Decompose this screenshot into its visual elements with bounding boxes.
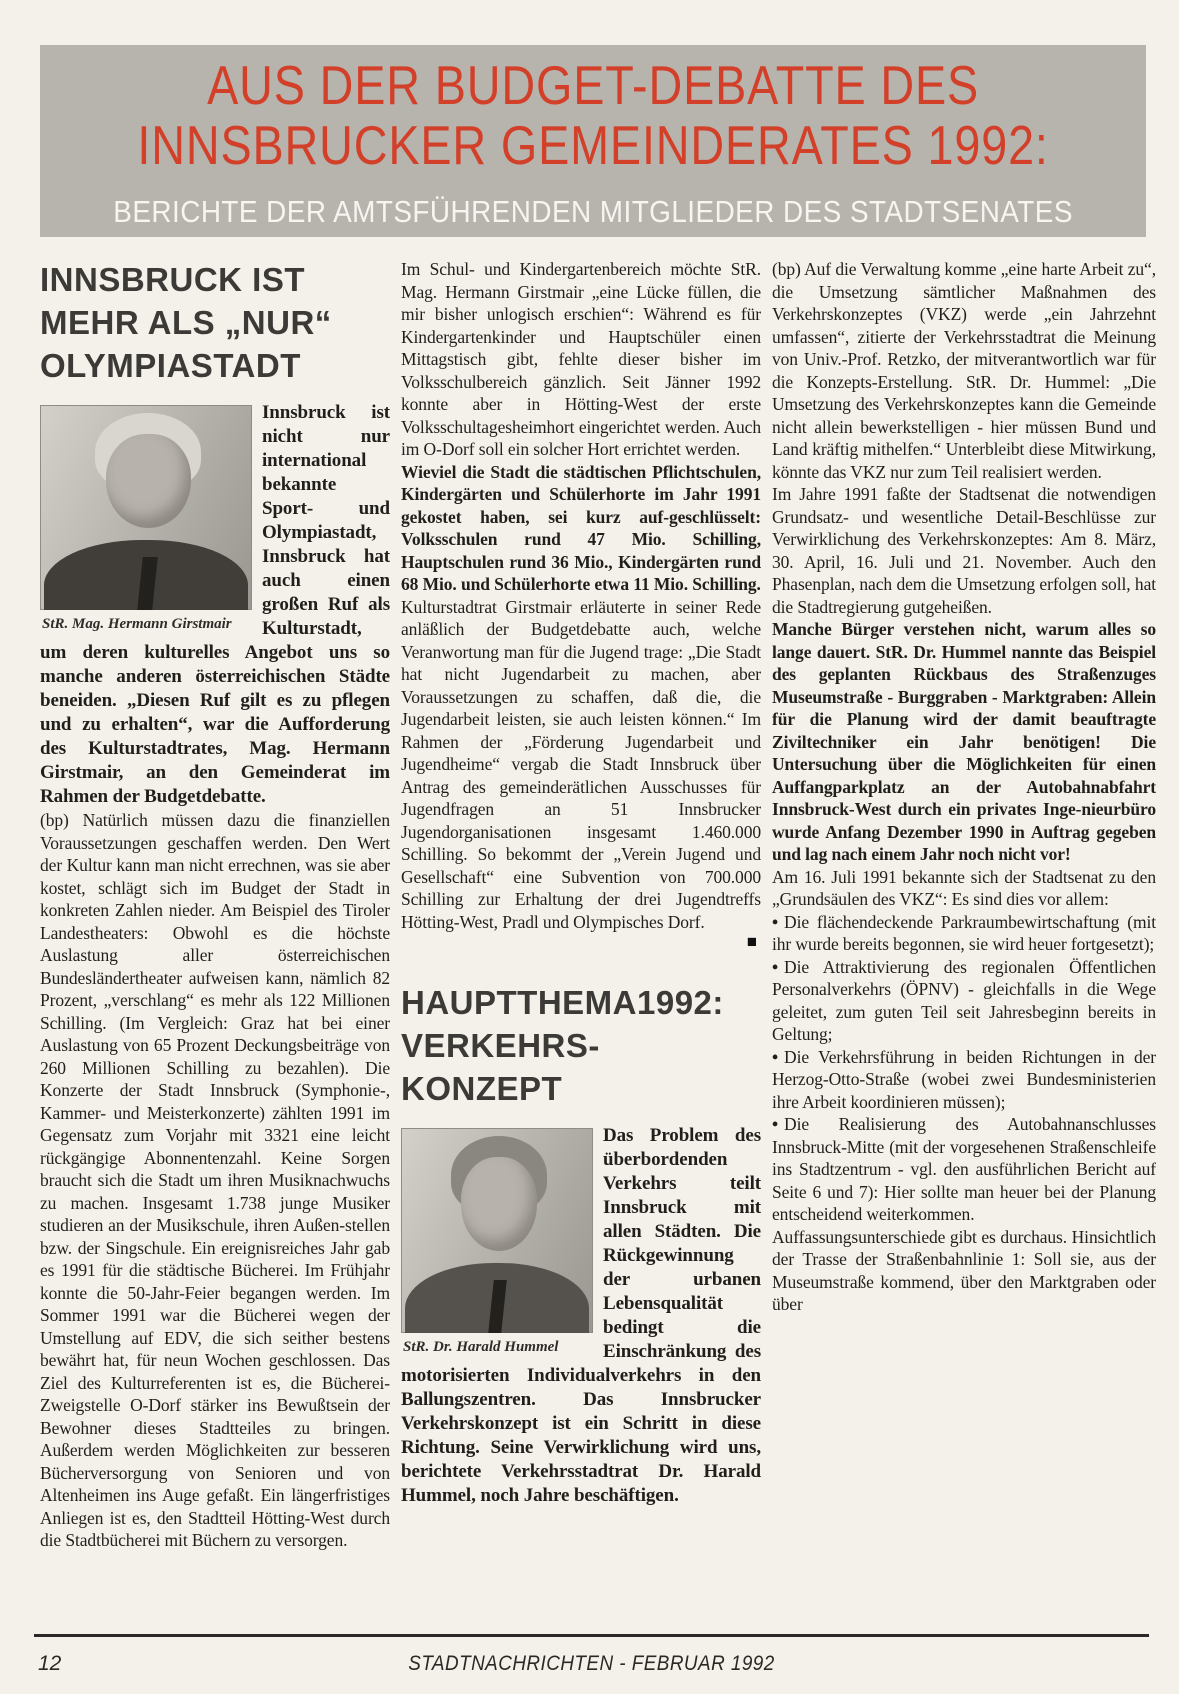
article1-title-line3: OLYMPIASTADT xyxy=(40,347,301,384)
article1-paragraph-schools: Im Schul- und Kindergartenbereich möchte StR. Mag. Hermann Girstmair „eine Lücke füllen, die mir bisher unlogisch erschien“: Während es für Kindergartenkinder und Hauptschüler einen Mittagstisch gibt, fehlte dieser bisher im Volksschulbereich gänzlich. Seit Jänner 1992 konnte aber in Hötting-West der erste Volksschultagesheimhort eingerichtet werden. Auch im O-Dorf soll ein solcher Hort errichtet werden. xyxy=(401,259,761,459)
article1-title-line1: INNSBRUCK IST xyxy=(40,261,306,298)
footer-title: STADTNACHRICHTEN - FEBRUAR 1992 xyxy=(408,1652,775,1675)
article1-intro xyxy=(40,401,390,809)
hummel-portrait-photo xyxy=(401,1128,593,1333)
article2-title-line3: KONZEPT xyxy=(401,1070,563,1107)
column-1 xyxy=(40,258,390,1636)
page-footer xyxy=(34,1650,1149,1684)
girstmair-figure xyxy=(40,405,252,633)
vkz-bullet-2 xyxy=(772,956,1156,1046)
footer-rule xyxy=(34,1634,1149,1637)
vkz-bullet-2-text: Die Attraktivierung des regionalen Öffentlichen Personalverkehrs (ÖPNV) - gleichfalls in die Wege geleitet, zum guten Teil seit Jahresbeginn bereits in Geltung; xyxy=(772,956,1156,1044)
article2-paragraph-tramline: Auffassungsunterschiede gibt es durchaus. Hinsichtlich der Trasse der Straßenbahnlinie 1: Soll sie, aus der Museumstraße kommend, über den Marktgraben oder über xyxy=(772,1226,1156,1314)
column-2 xyxy=(401,258,761,1636)
vkz-bullet-1-text: Die flächendeckende Parkraumbewirtschaftung (mit ihr wurde bereits begonnen, sie wird heuer fortgesetzt); xyxy=(772,911,1156,954)
article1-paragraph-youth: Kulturstadtrat Girstmair erläuterte in seiner Rede anläßlich der Budgetdebatte auch, welche Veranwortung man für die Jugend trage: „Die Stadt hat nicht Jugendarbeit zu machen, aber Voraussetzungen zu schaffen, daß die, die Jugendarbeit leisten, sie auch leisten können.“ Im Rahmen der „Förderung Jugendarbeit und Jugendheime“ vergab die Stadt Innsbruck über Antrag des gemeinderätlichen Ausschusses für Jugendfragen an 51 Innsbrucker Jugendorganisationen insgesamt 1.460.000 Schilling. So bekommt der „Verein Jugend und Gesellschaft“ eine Subvention von 700.000 Schilling zur Erhaltung der drei Jugendtreffs Hötting-West, Pradl und Olympisches Dorf. xyxy=(401,596,761,932)
portrait-face-shape xyxy=(461,1157,538,1251)
end-of-article-marker: ■ xyxy=(746,932,757,951)
column-3 xyxy=(772,258,1156,1636)
article1-title-line2: MEHR ALS „NUR“ xyxy=(40,304,332,341)
vkz-bullet-3-text: Die Verkehrsführung in beiden Richtungen in der Herzog-Otto-Straße (wobei zwei Bundesministerien ihre Arbeit koordinieren müssen); xyxy=(772,1046,1156,1112)
header-banner xyxy=(40,45,1146,237)
banner-title-line1: AUS DER BUDGET-DEBATTE DES xyxy=(207,54,979,116)
article2-paragraph-implementation: (bp) Auf die Verwaltung komme „eine harte Arbeit zu“, die Umsetzung sämtlicher Maßnahmen des Verkehrskonzeptes (VKZ) werde „ein Jahrzehnt umfassen“, zitierte der Verkehrsstadtrat die Meinung von Univ.-Prof. Retzko, der mitverantwortlich war für die Konzepts-Erstellung. StR. Dr. Hummel: „Die Umsetzung des Verkehrskonzeptes kann die Gemeinde nicht allein bewerkstelligen - hier müssen Bund und Land kräftig mithelfen.“ Unterbleibt diese Mitwirkung, könnte das VKZ nur zum Teil realisiert werden. xyxy=(772,259,1156,482)
girstmair-portrait-photo xyxy=(40,405,252,610)
article2-paragraph-resolutions: Im Jahre 1991 faßte der Stadtsenat die notwendigen Grundsatz- und wesentliche Detail-Beschlüsse zur Verwirklichung des Verkehrskonzeptes: Am 8. März, 30. April, 16. Juli und 21. November. Auch den Phasenplan, nach dem die Umsetzung erfolgen soll, hat die Stadtregierung gutgeheißen. xyxy=(772,484,1156,617)
bullet-icon: • xyxy=(772,956,779,977)
hummel-figure xyxy=(401,1128,593,1356)
vkz-bullet-4-text: Die Realisierung des Autobahnanschlusses Innsbruck-Mitte (mit der vorgesehenen Straßenschleife ins Stadtzentrum - vgl. den ausführlichen Bericht auf Seite 6 und 7): Hier sollte man heuer bei der Planung entscheidend weiterkommen. xyxy=(772,1114,1156,1224)
vkz-bullet-4 xyxy=(772,1113,1156,1226)
girstmair-photo-caption: StR. Mag. Hermann Girstmair xyxy=(42,616,232,632)
bullet-icon: • xyxy=(772,911,779,932)
article1-intro-text: Innsbruck ist nicht nur international bekannte Sport- und Olympiastadt, Innsbruck hat auch einen großen Ruf als Kulturstadt, um deren kulturelles Angebot uns so manche anderen österreichischen Städte beneiden. „Diesen Ruf gilt es zu pflegen und zu erhalten“, war die Aufforderung des Kulturstadtrates, Mag. Hermann Girstmair, an den Gemeinderat im Rahmen der Budgetdebatte. xyxy=(40,402,390,807)
hummel-photo-caption: StR. Dr. Harald Hummel xyxy=(403,1339,559,1355)
article1-title xyxy=(40,258,390,387)
bullet-icon: • xyxy=(772,1046,779,1067)
article2-intro-text: Das Problem des überbordenden Verkehrs teilt Innsbruck mit allen Städten. Die Rückgewinnung der urbanen Lebensqualität bedingt die Einschränkung des motorisierten Individualverkehrs in den Ballungszentren. Das Innsbrucker Verkehrskonzept ist ein Schritt in diese Richtung. Seine Verwirklichung wird uns, berichtete Verkehrsstadtrat Dr. Harald Hummel, noch Jahre beschäftigen. xyxy=(401,1125,761,1506)
article2-title xyxy=(401,981,761,1110)
banner-title-line2: INNSBRUCKER GEMEINDERATES 1992: xyxy=(137,114,1049,176)
bullet-icon: • xyxy=(772,1114,779,1134)
article2-title-line1: HAUPTTHEMA1992: xyxy=(401,984,724,1021)
article2-paragraph-delays: Manche Bürger verstehen nicht, warum alles so lange dauert. StR. Dr. Hummel nannte das Beispiel des geplanten Rückbaus des Straßenzuges Museumstraße - Burggraben - Marktgraben: Allein für die Planung wird der damit beauftragte Ziviltechniker ein Jahr benötigen! Die Untersuchung über die Möglichkeiten für einen Auffangparkplatz an der Autobahnabfahrt Innsbruck-West durch ein privates Inge-nieurbüro wurde Anfang Dezember 1990 in Auftrag gegeben und lag nach einem Jahr noch nicht vor! xyxy=(772,619,1156,864)
page-number: 12 xyxy=(38,1652,62,1675)
vkz-bullet-1 xyxy=(772,911,1156,956)
vkz-bullet-3 xyxy=(772,1046,1156,1114)
article1-paragraph-culture: (bp) Natürlich müssen dazu die finanziellen Voraussetzungen geschaffen werden. Den Wert der Kultur kann man nicht errechnen, was sie aber kostet, schlägt sich im Budget der Stadt in konkreten Zahlen nieder. Am Beispiel des Tiroler Landestheaters: Obwohl es die höchste Auslastung aller österreichischen Bundesländertheater aufweisen kann, nämlich 82 Prozent, „verschlang“ es mehr als 122 Millionen Schilling. (Im Vergleich: Graz hat bei einer Auslastung von 65 Prozent Deckungsbeiträge von 260 Millionen Schilling zu bezahlen). Die Konzerte der Stadt Innsbruck (Symphonie-, Kammer- und Meisterkonzerte) zählten 1991 im Gegensatz zum Vorjahr mit 3321 eine leicht rückgängige Abonnentenzahl. Keine Sorgen braucht sich die Stadt um ihren Musiknachwuchs zu machen. Insgesamt 1.738 junge Musiker studieren an der Musikschule, ihren Außen-stellen bzw. der Singschule. Ein ereignisreiches Jahr gab es 1991 für die städtische Bücherei. Im Frühjahr konnte die 50-Jahr-Feier begangen werden. Im Sommer 1991 war die Bücherei wegen der Umstellung auf EDV, die sich seither bestens bewährt hat, für neun Wochen geschlossen. Das Ziel des Kulturreferenten ist es, die Bücherei-Zweigstelle O-Dorf stärker ins Bewußtsein der Bewohner dieses Stadtteiles zu bringen. Außerdem werden Möglichkeiten zur besseren Bücherversorgung von Senioren und von Altenheimen ins Auge gefaßt. Ein längerfristiges Anliegen ist es, den Stadtteil Hötting-West durch die Stadtbücherei mit Büchern zu versorgen. xyxy=(40,810,390,1550)
article-columns xyxy=(40,258,1156,1636)
article2-title-line2: VERKEHRS- xyxy=(401,1027,600,1064)
article2-intro xyxy=(401,1124,761,1508)
portrait-face-shape xyxy=(106,434,191,528)
article1-paragraph-costs: Wieviel die Stadt die städtischen Pflichtschulen, Kindergärten und Schülerhorte im Jahr 1991 gekostet haben, sei kurz auf-geschlüsselt: Volksschulen rund 47 Mio. Schilling, Hauptschulen rund 36 Mio., Kindergärten rund 68 Mio. und Schülerhorte etwa 11 Mio. Schilling. xyxy=(401,461,761,594)
banner-subtitle: BERICHTE DER AMTSFÜHRENDEN MITGLIEDER DES STADTSENATES xyxy=(113,194,1073,229)
article2-paragraph-pillars-intro: Am 16. Juli 1991 bekannte sich der Stadtsenat zu den „Grundsäulen des VKZ“: Es sind dies vor allem: xyxy=(772,866,1156,909)
